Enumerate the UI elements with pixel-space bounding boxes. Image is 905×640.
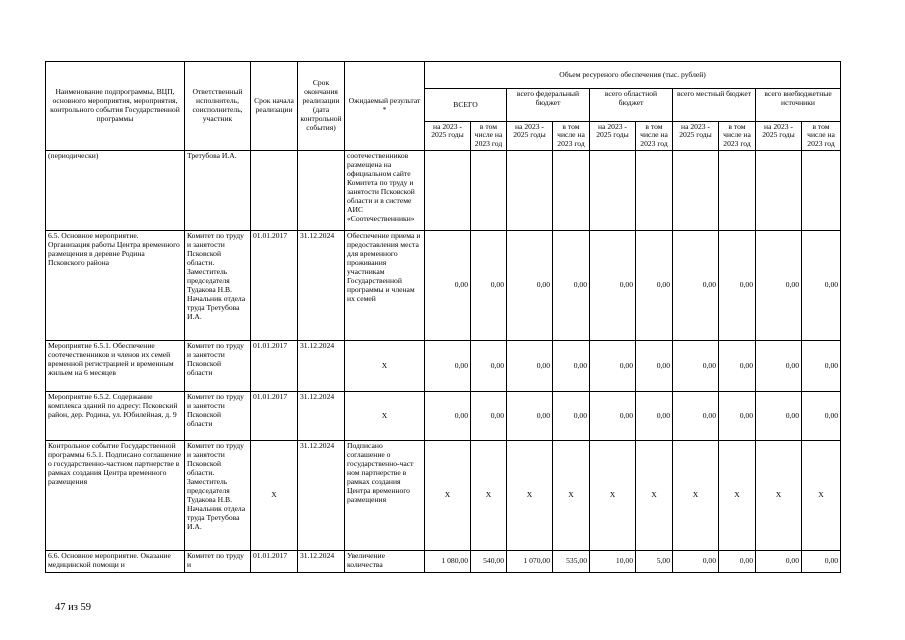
page-number: 47 из 59 — [55, 602, 92, 613]
row-start: 01.01.2017 — [251, 551, 298, 573]
row-result: Подписано соглашение о государственно-част ном партнерстве в рамках создания Центра временного размещения — [345, 441, 425, 551]
subheader-period: на 2023 - 2025 годы — [590, 122, 636, 151]
subheader-period: на 2023 - 2025 годы — [673, 122, 719, 151]
row-responsible: Комитет по труду и занятости Псковской области. Заместитель председателя Тудакова Н.В. Начальник отдела труда Третубова И.А. — [185, 441, 251, 551]
table-row — [46, 341, 841, 392]
header-group-extrabudget: всего внебюджетные источники — [756, 89, 841, 122]
value-cell: X — [590, 441, 636, 551]
row-responsible: Комитет по труду и занятости Псковской области — [185, 392, 251, 441]
row-result: Обеспечение приема и предоставления места для временного проживания участникам Государственной программы и членам их семей — [345, 231, 425, 341]
value-cell: 0,00 — [471, 392, 507, 441]
row-name: (периодически) — [46, 151, 185, 231]
value-cell: 0,00 — [636, 392, 673, 441]
subheader-year: в том числе на 2023 год — [553, 122, 590, 151]
value-cell: 5,00 — [636, 551, 673, 573]
value-cell — [673, 151, 719, 231]
header-volume: Объем ресуреного обеспечения (тыс. рублей) — [425, 62, 841, 89]
value-cell: X — [636, 441, 673, 551]
value-cell: 0,00 — [553, 392, 590, 441]
subheader-year: в том числе на 2023 год — [802, 122, 841, 151]
row-end: 31.12.2024 — [298, 231, 345, 341]
row-result: Увеличение количества — [345, 551, 425, 573]
value-cell: 0,00 — [802, 231, 841, 341]
row-end: 31.12.2024 — [298, 341, 345, 392]
row-responsible: Третубова И.А. — [185, 151, 251, 231]
value-cell: 0,00 — [471, 341, 507, 392]
table-row — [46, 441, 841, 551]
value-cell: 0,00 — [719, 231, 756, 341]
value-cell: 0,00 — [590, 341, 636, 392]
value-cell — [636, 151, 673, 231]
value-cell: 0,00 — [425, 392, 471, 441]
value-cell: X — [802, 441, 841, 551]
value-cell: X — [425, 441, 471, 551]
row-start: 01.01.2017 — [251, 231, 298, 341]
row-result: соотечественников размещена на официальном сайте Комитета по труду и занятости Псковской области и в системе АИС «Соотечественники» — [345, 151, 425, 231]
header-group-local: всего местный бюджет — [673, 89, 756, 122]
value-cell: 0,00 — [756, 231, 802, 341]
row-end: 31.12.2024 — [298, 551, 345, 573]
table-row — [46, 392, 841, 441]
row-start: 01.01.2017 — [251, 392, 298, 441]
value-cell: 0,00 — [756, 392, 802, 441]
value-cell: 0,00 — [553, 341, 590, 392]
value-cell — [425, 151, 471, 231]
value-cell: 0,00 — [719, 551, 756, 573]
row-result: X — [345, 392, 425, 441]
value-cell: 0,00 — [636, 341, 673, 392]
value-cell: 0,00 — [802, 392, 841, 441]
value-cell — [471, 151, 507, 231]
value-cell: 535,00 — [553, 551, 590, 573]
value-cell: 0,00 — [719, 392, 756, 441]
value-cell: 0,00 — [673, 551, 719, 573]
value-cell: X — [719, 441, 756, 551]
value-cell: 0,00 — [673, 392, 719, 441]
value-cell: 10,00 — [590, 551, 636, 573]
header-end: Срок окончания реализации (дата контрольной события) — [298, 62, 345, 151]
subheader-period: на 2023 - 2025 годы — [756, 122, 802, 151]
table-row — [46, 231, 841, 341]
value-cell: X — [471, 441, 507, 551]
header-result: Ожидаемый результат * — [345, 62, 425, 151]
value-cell: 0,00 — [719, 341, 756, 392]
value-cell: 0,00 — [590, 231, 636, 341]
row-end: 31.12.2024 — [298, 441, 345, 551]
value-cell — [590, 151, 636, 231]
row-end — [298, 151, 345, 231]
row-responsible: Комитет по труду и — [185, 551, 251, 573]
row-start — [251, 151, 298, 231]
header-name: Наименование подпрограммы, ВЦП, основного мероприятия, мероприятия, контрольного события Государственной программы — [46, 62, 185, 151]
value-cell: 1 070,00 — [507, 551, 553, 573]
value-cell: X — [756, 441, 802, 551]
value-cell — [756, 151, 802, 231]
header-responsible: Ответственный исполнитель, соисполнитель, участник — [185, 62, 251, 151]
row-start: 01.01.2017 — [251, 341, 298, 392]
subheader-period: на 2023 - 2025 годы — [507, 122, 553, 151]
value-cell — [553, 151, 590, 231]
row-name: Мероприятие 6.5.1. Обеспечение соотечественников и членов их семей временной регистрацией и временным жильем на 6 месяцев — [46, 341, 185, 392]
subheader-period: на 2023 - 2025 годы — [425, 122, 471, 151]
header-start: Срок начала реализации — [251, 62, 298, 151]
value-cell: 0,00 — [471, 231, 507, 341]
table-row — [46, 151, 841, 231]
row-name: Контрольное событие Государственной программы 6.5.1. Подписано соглашение о государственно-частном партнерстве в рамках создания Центра временного размещения — [46, 441, 185, 551]
row-name: 6.6. Основное мероприятие. Оказание медицинской помощи и — [46, 551, 185, 573]
value-cell — [802, 151, 841, 231]
row-start: X — [251, 441, 298, 551]
resource-table — [45, 61, 841, 573]
value-cell — [719, 151, 756, 231]
value-cell: 0,00 — [636, 231, 673, 341]
header-group-regional: всего областной бюджет — [590, 89, 673, 122]
row-end: 31.12.2024 — [298, 392, 345, 441]
row-name: Мероприятие 6.5.2. Содержание комплекса зданий по адресу: Псковский район, дер. Родина, ул. Юбилейная, д. 9 — [46, 392, 185, 441]
subheader-year: в том числе на 2023 год — [719, 122, 756, 151]
value-cell: 0,00 — [507, 341, 553, 392]
value-cell: 0,00 — [756, 551, 802, 573]
subheader-year: в том числе на 2023 год — [471, 122, 507, 151]
value-cell: 0,00 — [425, 341, 471, 392]
value-cell: X — [673, 441, 719, 551]
row-result: X — [345, 341, 425, 392]
value-cell: 0,00 — [802, 341, 841, 392]
value-cell: 0,00 — [425, 231, 471, 341]
value-cell: 0,00 — [673, 341, 719, 392]
value-cell — [507, 151, 553, 231]
value-cell: 0,00 — [553, 231, 590, 341]
value-cell: X — [553, 441, 590, 551]
header-group-total: ВСЕГО — [425, 89, 507, 122]
value-cell: X — [507, 441, 553, 551]
table-row — [46, 551, 841, 573]
subheader-year: в том числе на 2023 год — [636, 122, 673, 151]
value-cell: 0,00 — [756, 341, 802, 392]
value-cell: 540,00 — [471, 551, 507, 573]
row-responsible: Комитет по труду и занятости Псковской области — [185, 341, 251, 392]
value-cell: 0,00 — [590, 392, 636, 441]
header-group-federal: всего федеральный бюджет — [507, 89, 590, 122]
value-cell: 1 080,00 — [425, 551, 471, 573]
value-cell: 0,00 — [507, 392, 553, 441]
value-cell: 0,00 — [507, 231, 553, 341]
row-name: 6.5. Основное мероприятие. Организация работы Центра временного размещения в деревне Родина Псковского района — [46, 231, 185, 341]
value-cell: 0,00 — [673, 231, 719, 341]
row-responsible: Комитет по труду и занятости Псковской области. Заместитель председателя Тудакова Н.В. Начальник отдела труда Третубова И.А. — [185, 231, 251, 341]
value-cell: 0,00 — [802, 551, 841, 573]
